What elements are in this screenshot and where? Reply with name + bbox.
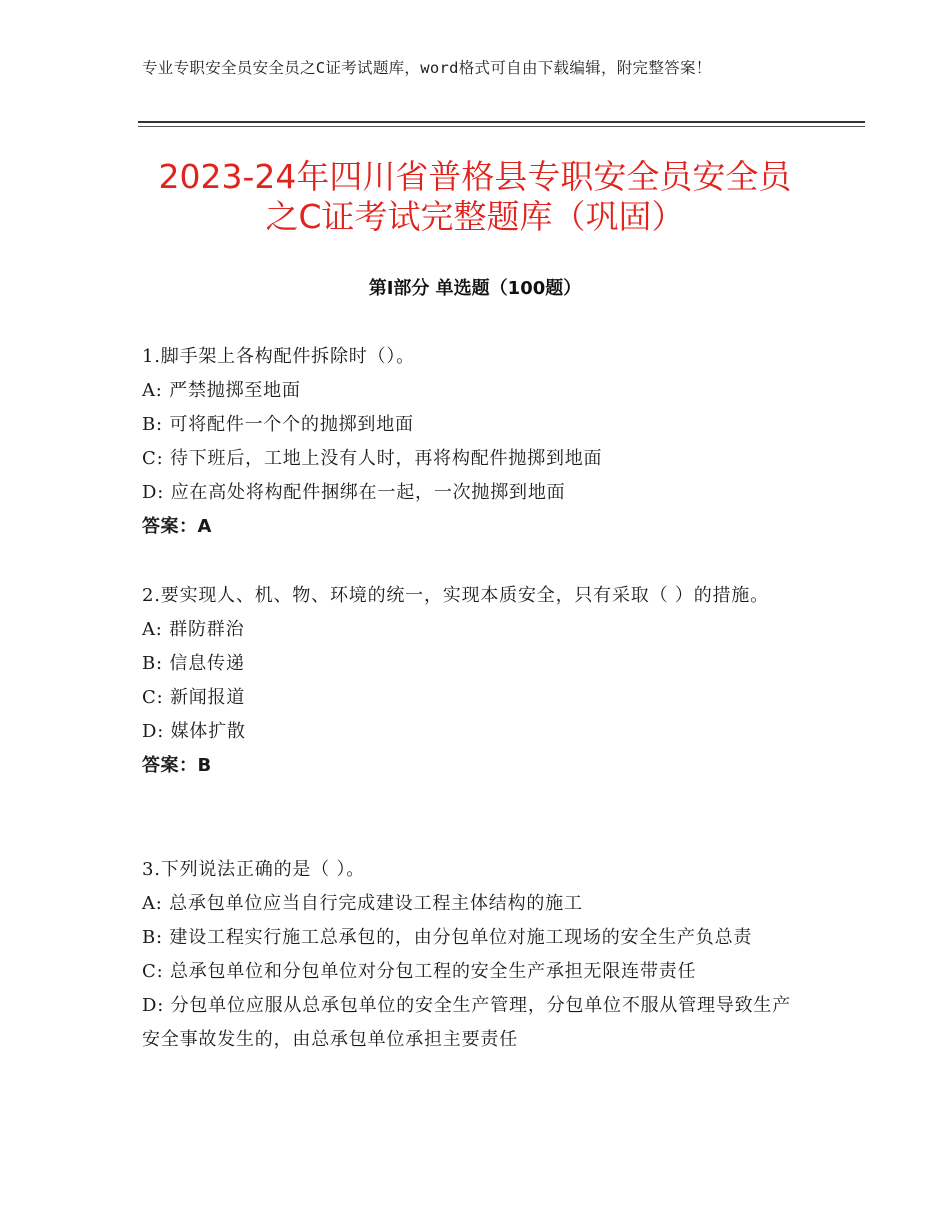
section-title: 第Ⅰ部分 单选题（100题） [368, 278, 582, 299]
option-d: D: 应在高处将构配件捆绑在一起，一次抛掷到地面 [142, 482, 566, 503]
option-b: B: 建设工程实行施工总承包的，由分包单位对施工现场的安全生产负总责 [142, 927, 753, 948]
question-stem: 1.脚手架上各构配件拆除时（）。 [142, 346, 415, 367]
question-2 [142, 579, 807, 783]
option-a: A: 严禁抛掷至地面 [142, 380, 301, 401]
option-d: D: 分包单位应服从总承包单位的安全生产管理，分包单位不服从管理导致生产安全事故发生的，由总承包单位承担主要责任 [142, 995, 792, 1050]
answer: 答案：B [142, 755, 212, 776]
question-stem: 2.要实现人、机、物、环境的统一，实现本质安全，只有采取（ ）的措施。 [142, 585, 769, 606]
option-c: C: 新闻报道 [142, 687, 246, 708]
option-d: D: 媒体扩散 [142, 721, 246, 742]
option-c: C: 总承包单位和分包单位对分包工程的安全生产承担无限连带责任 [142, 961, 697, 982]
question-3 [142, 853, 807, 1057]
answer: 答案：A [142, 516, 212, 537]
option-b: B: 信息传递 [142, 653, 245, 674]
document-title [120, 157, 830, 237]
question-1 [142, 340, 807, 544]
option-a: A: 总承包单位应当自行完成建设工程主体结构的施工 [142, 893, 583, 914]
document-title-line-1: 2023-24年四川省普格县专职安全员安全员 [158, 157, 792, 196]
header-note: 专业专职安全员安全员之C证考试题库，word格式可自由下载编辑，附完整答案！ [142, 59, 712, 77]
header-divider-thin [138, 126, 865, 127]
option-b: B: 可将配件一个个的抛掷到地面 [142, 414, 414, 435]
option-a: A: 群防群治 [142, 619, 245, 640]
question-stem: 3.下列说法正确的是（ ）。 [142, 859, 366, 880]
document-title-line-2: 之C证考试完整题库（巩固） [265, 197, 685, 236]
header-divider-thick [138, 121, 865, 123]
option-c: C: 待下班后，工地上没有人时，再将构配件抛掷到地面 [142, 448, 603, 469]
